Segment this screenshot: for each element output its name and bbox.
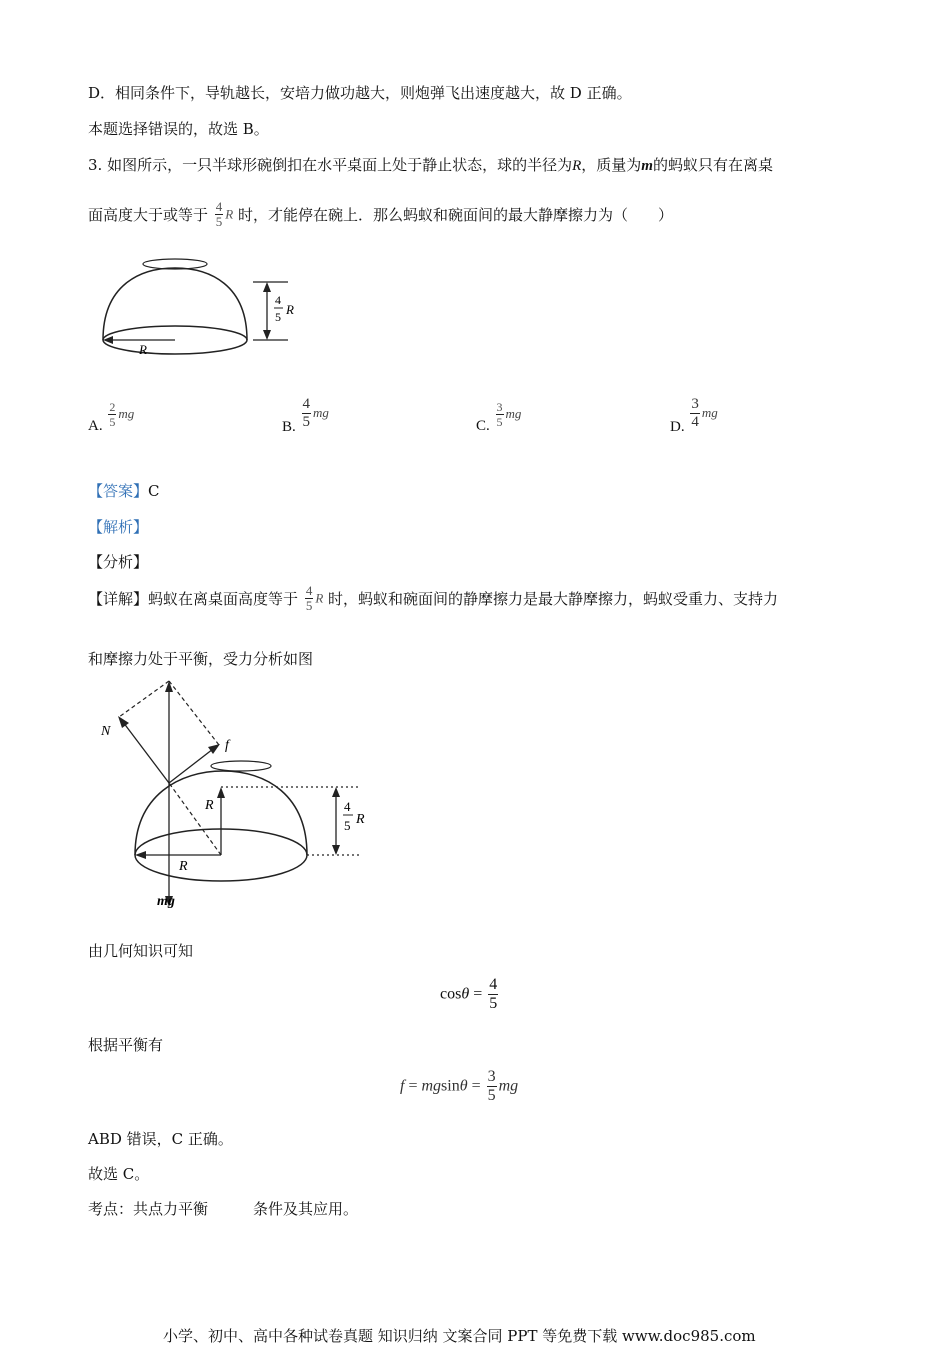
text-line-b: 本题选择错误的，故选 B。: [88, 120, 269, 138]
fenxi-label: 【分析】: [88, 553, 149, 571]
friction-label: f: [225, 738, 229, 753]
fraction-4-5: $\frac{4}{5}$: [215, 199, 223, 229]
normal-force-label: N: [101, 724, 111, 739]
option-b[interactable]: B. $\frac{4}{5}$ mg: [282, 396, 329, 435]
detail-line1: 【详解】蚂蚁在离桌面高度等于 $\frac{4}{5}$ R 时，蚂蚁和碗面间的静摩擦力是最大静摩擦力，蚂蚁受重力、支持力: [88, 583, 779, 613]
option-a[interactable]: A. $\frac{2}{5}$ mg: [88, 400, 135, 434]
radius-vertical-label: R: [205, 798, 214, 813]
page-footer: 小学、初中、高中各种试卷真题 知识归纳 文案合同 PPT 等免费下载 www.doc985.com: [163, 1327, 756, 1345]
conclusion-2: 故选 C。: [88, 1165, 150, 1183]
conclusion-1: ABD 错误，C 正确。: [88, 1130, 233, 1148]
option-d[interactable]: D. $\frac{3}{4}$ mg: [670, 396, 718, 435]
answer-line: 【答案】C: [88, 482, 160, 500]
option-c[interactable]: C. $\frac{3}{5}$ mg: [476, 400, 522, 434]
svg-text:R: R: [286, 302, 294, 317]
balance-text: 根据平衡有: [88, 1036, 164, 1054]
mg-label: mg: [157, 894, 175, 909]
svg-text:R: R: [356, 812, 365, 827]
detail-line2: 和摩擦力处于平衡，受力分析如图: [88, 650, 314, 668]
svg-text:4: 4: [275, 293, 281, 307]
kaodian-line: 考点：共点力平衡 条件及其应用。: [88, 1200, 359, 1218]
force-diagram: [95, 675, 395, 915]
bowl-figure-1: [95, 255, 315, 370]
geometry-text: 由几何知识可知: [88, 942, 194, 960]
svg-text:5: 5: [275, 310, 281, 324]
analysis-label: 【解析】: [88, 518, 149, 536]
question-3-line1: 3. 如图所示，一只半球形碗倒扣在水平桌面上处于静止状态，球的半径为R，质量为m的蚂蚁只有在离桌: [88, 156, 773, 174]
equation-cos: cosθ = $\frac{4}{5}$: [440, 976, 498, 1012]
svg-text:5: 5: [344, 818, 351, 833]
radius-horizontal-label: R: [179, 859, 188, 874]
question-3-line2: 面高度大于或等于 $\frac{4}{5}$ R 时，才能停在碗上．那么蚂蚁和碗面间的最大静摩擦力为（ ）: [88, 199, 674, 229]
text-line-d: D．相同条件下，导轨越长，安培力做功越大，则炮弹飞出速度越大，故 D 正确。: [88, 84, 632, 102]
svg-text:4: 4: [344, 799, 351, 814]
radius-label: R: [139, 342, 147, 357]
equation-friction: f = mgsinθ = $\frac{3}{5}$ mg: [400, 1068, 519, 1104]
